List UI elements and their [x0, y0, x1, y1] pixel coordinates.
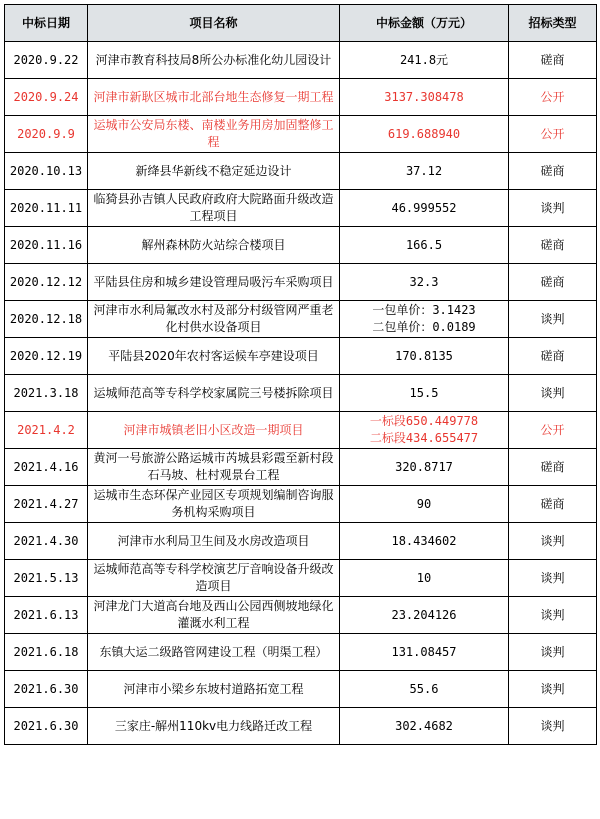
project-name: 河津市水利局氟改水村及部分村级管网严重老化村供水设备项目: [88, 301, 340, 338]
bid-amount-line: 23.204126: [391, 607, 457, 622]
bid-date: 2020.11.16: [5, 227, 88, 264]
project-name: 三家庄-解州110kv电力线路迁改工程: [88, 708, 340, 745]
table-row: [5, 116, 597, 153]
table-row: [5, 412, 597, 449]
bid-date: 2021.3.18: [5, 375, 88, 412]
bid-date: 2021.5.13: [5, 560, 88, 597]
bid-date: 2021.4.2: [5, 412, 88, 449]
header-row: [5, 5, 597, 42]
table-row: [5, 486, 597, 523]
tender-type: 谈判: [509, 597, 597, 634]
bid-date: 2021.6.13: [5, 597, 88, 634]
table-row: [5, 449, 597, 486]
project-name: 河津市水利局卫生间及水房改造项目: [88, 523, 340, 560]
bid-amount: [340, 264, 509, 301]
tender-type: 谈判: [509, 190, 597, 227]
tender-type: 磋商: [509, 486, 597, 523]
project-name: 东镇大运二级路管网建设工程（明渠工程）: [88, 634, 340, 671]
table-row: [5, 153, 597, 190]
bid-amount: [340, 301, 509, 338]
bid-amount-line: 619.688940: [387, 126, 461, 141]
bid-amount-line: 37.12: [405, 163, 443, 178]
bid-results-table: [4, 4, 597, 745]
bid-amount: [340, 190, 509, 227]
project-name: 平陆县住房和城乡建设管理局吸污车采购项目: [88, 264, 340, 301]
bid-amount: [340, 597, 509, 634]
table-row: [5, 190, 597, 227]
bid-amount: [340, 227, 509, 264]
project-name: 运城师范高等专科学校演艺厅音响设备升级改造项目: [88, 560, 340, 597]
bid-amount-line: 一包单价：3.1423: [372, 303, 476, 317]
bid-amount-line: 46.999552: [391, 200, 457, 215]
bid-amount: [340, 42, 509, 79]
tender-type: 谈判: [509, 560, 597, 597]
table-row: [5, 523, 597, 560]
bid-amount-line: 一标段650.449778: [369, 414, 479, 428]
bid-amount-line: 10: [416, 570, 432, 585]
bid-amount: [340, 486, 509, 523]
bid-amount-line: 二包单价：0.0189: [372, 320, 476, 334]
bid-amount-line: 18.434602: [391, 533, 457, 548]
bid-amount: [340, 79, 509, 116]
bid-date: 2020.12.19: [5, 338, 88, 375]
bid-amount-line: 3137.308478: [384, 89, 464, 104]
bid-amount: [340, 412, 509, 449]
table-row: [5, 634, 597, 671]
bid-date: 2021.6.18: [5, 634, 88, 671]
bid-date: 2020.9.9: [5, 116, 88, 153]
table-row: [5, 708, 597, 745]
bid-amount: [340, 116, 509, 153]
bid-amount-line: 302.4682: [395, 718, 453, 733]
bid-amount: [340, 375, 509, 412]
tender-type: 公开: [509, 116, 597, 153]
bid-amount: [340, 449, 509, 486]
bid-amount-line: 166.5: [405, 237, 443, 252]
tender-type: 磋商: [509, 264, 597, 301]
tender-type: 磋商: [509, 338, 597, 375]
bid-date: 2020.12.18: [5, 301, 88, 338]
bid-amount: [340, 153, 509, 190]
table-row: [5, 560, 597, 597]
bid-amount: [340, 523, 509, 560]
table-row: [5, 227, 597, 264]
project-name: 黄河一号旅游公路运城市芮城县彩霞至新村段石马坡、杜村观景台工程: [88, 449, 340, 486]
tender-type: 谈判: [509, 301, 597, 338]
table-body: [5, 42, 597, 745]
bid-amount-line: 241.8元: [399, 52, 449, 67]
bid-amount: [340, 671, 509, 708]
bid-date: 2021.4.27: [5, 486, 88, 523]
bid-date: 2020.9.24: [5, 79, 88, 116]
bid-amount-line: 32.3: [409, 274, 439, 289]
tender-type: 磋商: [509, 153, 597, 190]
table-row: [5, 301, 597, 338]
table-row: [5, 338, 597, 375]
project-name: 河津龙门大道高台地及西山公园西侧坡地绿化灌溉水利工程: [88, 597, 340, 634]
tender-type: 谈判: [509, 671, 597, 708]
table-row: [5, 597, 597, 634]
tender-type: 公开: [509, 79, 597, 116]
bid-amount: [340, 634, 509, 671]
tender-type: 磋商: [509, 42, 597, 79]
bid-amount-line: 320.8717: [395, 459, 453, 474]
table-row: [5, 42, 597, 79]
bid-date: 2020.9.22: [5, 42, 88, 79]
tender-type: 谈判: [509, 634, 597, 671]
bid-amount-line: 55.6: [409, 681, 439, 696]
bid-date: 2021.6.30: [5, 671, 88, 708]
bid-date: 2020.12.12: [5, 264, 88, 301]
bid-amount-line: 15.5: [409, 385, 439, 400]
bid-amount-line: 131.08457: [391, 644, 457, 659]
bid-amount-line: 90: [416, 496, 432, 511]
project-name: 运城师范高等专科学校家属院三号楼拆除项目: [88, 375, 340, 412]
table-row: [5, 264, 597, 301]
project-name: 解州森林防火站综合楼项目: [88, 227, 340, 264]
tender-type: 谈判: [509, 523, 597, 560]
bid-date: 2021.6.30: [5, 708, 88, 745]
header-tender-type: 招标类型: [509, 5, 597, 42]
table-row: [5, 671, 597, 708]
bid-amount-line: 170.8135: [395, 348, 453, 363]
project-name: 河津市城镇老旧小区改造一期项目: [88, 412, 340, 449]
bid-amount-line: 二标段434.655477: [369, 431, 479, 445]
tender-type: 公开: [509, 412, 597, 449]
bid-date: 2020.11.11: [5, 190, 88, 227]
bid-amount: [340, 338, 509, 375]
bid-date: 2021.4.30: [5, 523, 88, 560]
tender-type: 磋商: [509, 227, 597, 264]
header-date: 中标日期: [5, 5, 88, 42]
bid-date: 2021.4.16: [5, 449, 88, 486]
header-project-name: 项目名称: [88, 5, 340, 42]
bid-amount: [340, 708, 509, 745]
project-name: 河津市小梁乡东坡村道路拓宽工程: [88, 671, 340, 708]
bid-date: 2020.10.13: [5, 153, 88, 190]
table-row: [5, 79, 597, 116]
tender-type: 磋商: [509, 449, 597, 486]
project-name: 平陆县2020年农村客运候车亭建设项目: [88, 338, 340, 375]
project-name: 运城市生态环保产业园区专项规划编制咨询服务机构采购项目: [88, 486, 340, 523]
bid-amount: [340, 560, 509, 597]
project-name: 河津市教育科技局8所公办标准化幼儿园设计: [88, 42, 340, 79]
table-row: [5, 375, 597, 412]
project-name: 临猗县孙吉镇人民政府政府大院路面升级改造工程项目: [88, 190, 340, 227]
project-name: 河津市新耿区城市北部台地生态修复一期工程: [88, 79, 340, 116]
project-name: 新绛县华新线不稳定延边设计: [88, 153, 340, 190]
tender-type: 谈判: [509, 708, 597, 745]
project-name: 运城市公安局东楼、南楼业务用房加固整修工程: [88, 116, 340, 153]
header-amount: 中标金额（万元）: [340, 5, 509, 42]
tender-type: 谈判: [509, 375, 597, 412]
